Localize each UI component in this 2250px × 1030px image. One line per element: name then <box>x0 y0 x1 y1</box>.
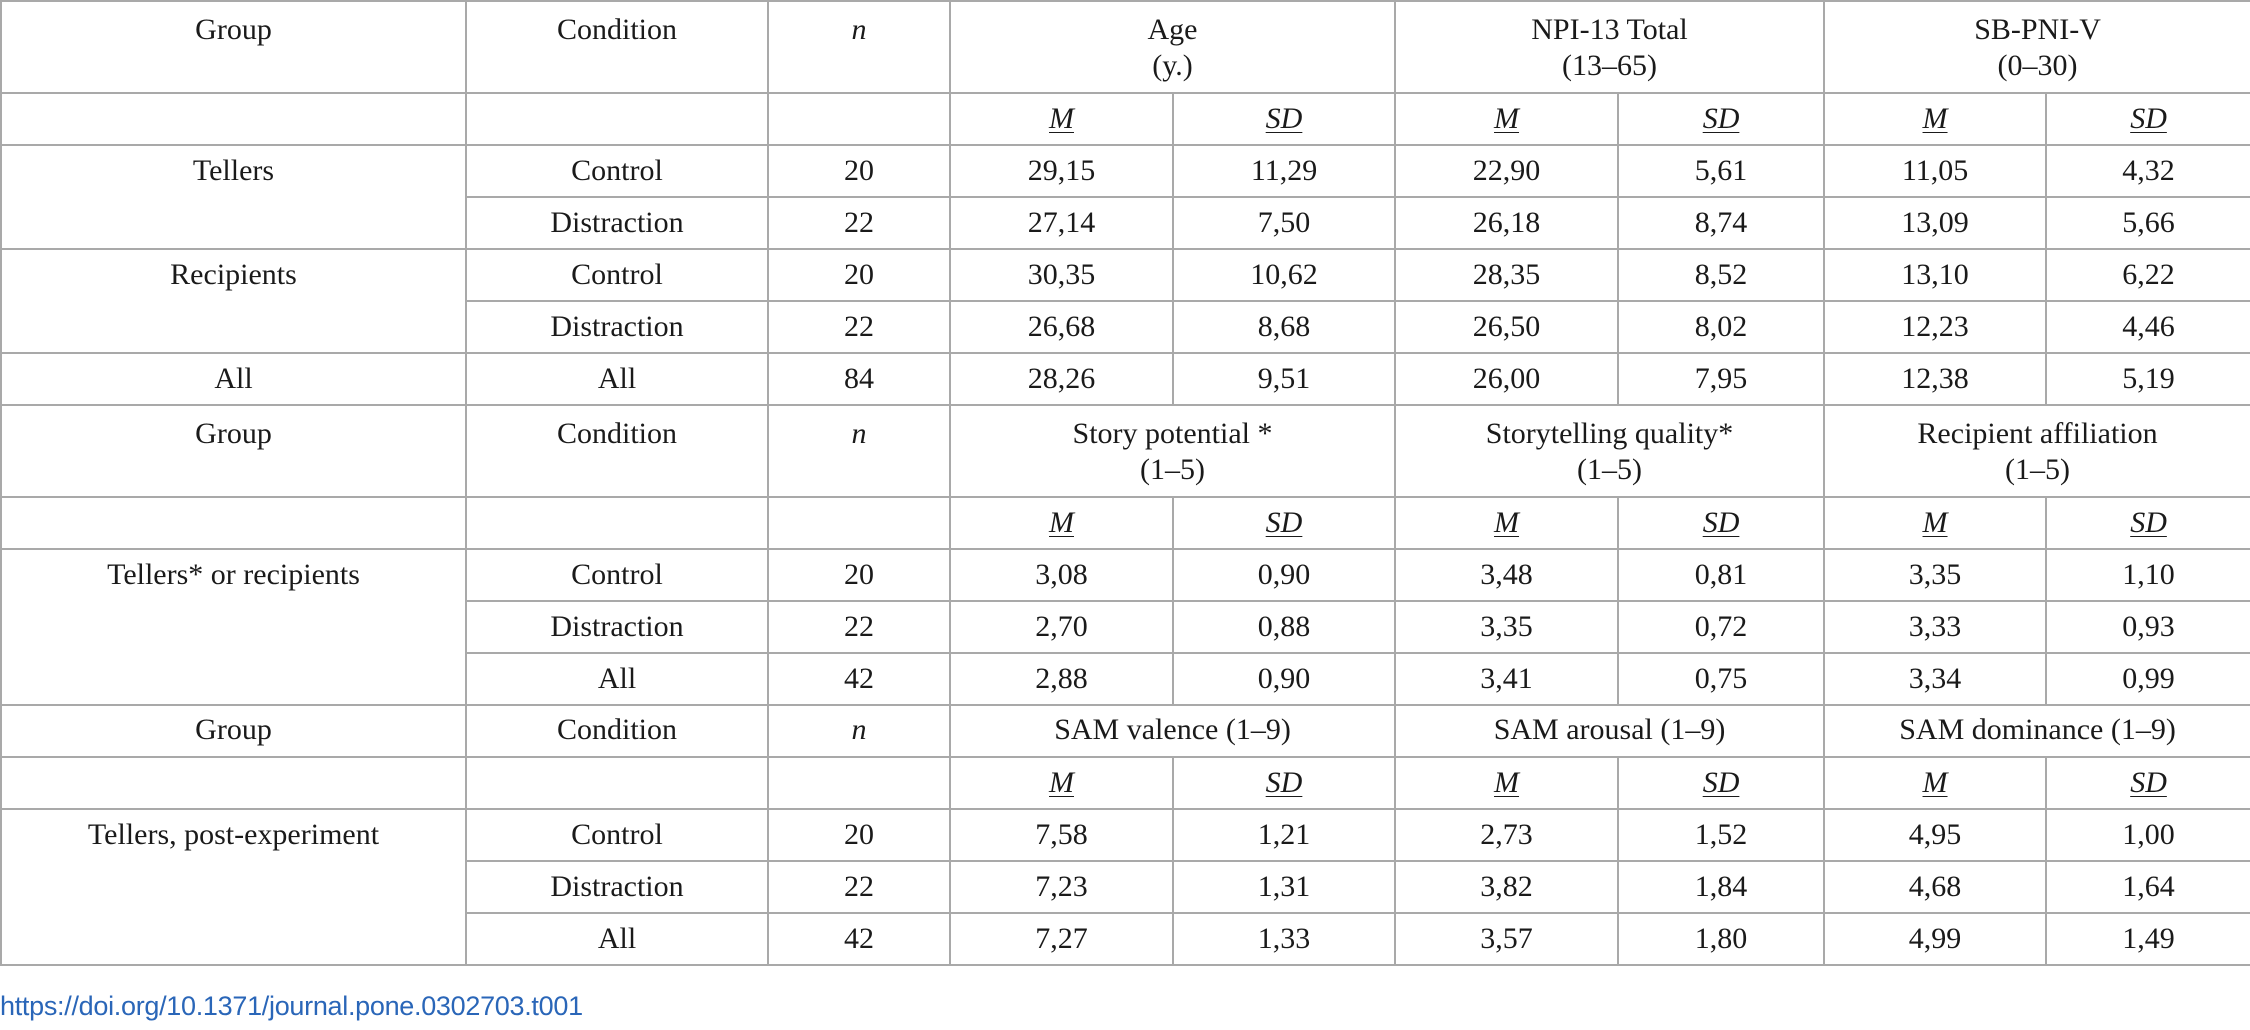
value-cell: 0,93 <box>2046 601 2250 653</box>
table-row <box>1 353 2250 405</box>
table-row <box>1 809 2250 861</box>
n-header: n <box>768 405 950 497</box>
value-cell: 3,82 <box>1395 861 1618 913</box>
value-cell: 5,61 <box>1618 145 1824 197</box>
mean-header <box>950 757 1173 809</box>
group-cell: Tellers, post-experiment <box>1 809 466 965</box>
measure-header <box>1824 405 2250 497</box>
condition-cell: All <box>466 653 768 705</box>
value-cell: 7,27 <box>950 913 1173 965</box>
value-cell: 1,84 <box>1618 861 1824 913</box>
group-label: Tellers* or recipients <box>107 558 360 591</box>
n-cell: 22 <box>768 301 950 353</box>
value-cell: 3,35 <box>1395 601 1618 653</box>
measure-header <box>1395 405 1824 497</box>
sd-header <box>1173 93 1395 145</box>
measure-range: (1–5) <box>1577 453 1643 486</box>
value-cell: 5,19 <box>2046 353 2250 405</box>
n-cell: 22 <box>768 197 950 249</box>
sd-header <box>1173 497 1395 549</box>
value-cell: 7,50 <box>1173 197 1395 249</box>
mean-label: M <box>1922 506 1948 539</box>
value-cell: 0,90 <box>1173 653 1395 705</box>
value-cell: 3,33 <box>1824 601 2046 653</box>
value-cell: 0,99 <box>2046 653 2250 705</box>
value-cell: 30,35 <box>950 249 1173 301</box>
value-cell: 8,68 <box>1173 301 1395 353</box>
section3-header-row <box>1 705 2250 757</box>
sd-header <box>2046 757 2250 809</box>
value-cell: 2,70 <box>950 601 1173 653</box>
mean-header <box>1395 497 1618 549</box>
empty-cell <box>1 93 466 145</box>
condition-header: Condition <box>466 1 768 93</box>
value-cell: 1,21 <box>1173 809 1395 861</box>
table-row <box>1 249 2250 301</box>
value-cell: 4,95 <box>1824 809 2046 861</box>
condition-cell: Control <box>466 809 768 861</box>
measure-header: SAM valence (1–9) <box>950 705 1395 757</box>
n-cell: 20 <box>768 145 950 197</box>
empty-cell <box>1 497 466 549</box>
value-cell: 4,99 <box>1824 913 2046 965</box>
value-cell: 9,51 <box>1173 353 1395 405</box>
sd-header <box>2046 93 2250 145</box>
condition-header: Condition <box>466 405 768 497</box>
condition-cell: All <box>466 913 768 965</box>
value-cell: 13,09 <box>1824 197 2046 249</box>
mean-label: M <box>1922 102 1948 135</box>
value-cell: 4,32 <box>2046 145 2250 197</box>
mean-label: M <box>1049 766 1074 799</box>
value-cell: 8,74 <box>1618 197 1824 249</box>
group-cell: All <box>1 353 466 405</box>
sd-label: SD <box>2130 766 2167 799</box>
value-cell: 26,00 <box>1395 353 1618 405</box>
value-cell: 3,35 <box>1824 549 2046 601</box>
sd-header <box>1618 93 1824 145</box>
empty-cell <box>466 757 768 809</box>
value-cell: 10,62 <box>1173 249 1395 301</box>
mean-label: M <box>1922 766 1948 799</box>
mean-label: M <box>1049 102 1074 135</box>
n-cell: 20 <box>768 809 950 861</box>
sd-header <box>1618 757 1824 809</box>
mean-header <box>1395 93 1618 145</box>
condition-cell: All <box>466 353 768 405</box>
n-cell: 20 <box>768 249 950 301</box>
group-header: Group <box>1 1 466 93</box>
sd-header <box>1618 497 1824 549</box>
empty-cell <box>1 757 466 809</box>
value-cell: 11,05 <box>1824 145 2046 197</box>
measure-header <box>1824 1 2250 93</box>
value-cell: 5,66 <box>2046 197 2250 249</box>
sd-label: SD <box>1265 506 1303 539</box>
value-cell: 3,48 <box>1395 549 1618 601</box>
table-row <box>1 145 2250 197</box>
value-cell: 1,10 <box>2046 549 2250 601</box>
value-cell: 3,41 <box>1395 653 1618 705</box>
group-header: Group <box>1 705 466 757</box>
measure-header <box>950 405 1395 497</box>
section1-header-row <box>1 1 2250 93</box>
section2-header-row <box>1 405 2250 497</box>
n-header: n <box>768 1 950 93</box>
value-cell: 27,14 <box>950 197 1173 249</box>
condition-cell: Distraction <box>466 197 768 249</box>
sd-label: SD <box>2130 506 2167 539</box>
mean-header <box>1395 757 1618 809</box>
value-cell: 1,31 <box>1173 861 1395 913</box>
value-cell: 28,35 <box>1395 249 1618 301</box>
sd-header <box>1173 757 1395 809</box>
measure-name: NPI-13 Total <box>1531 13 1688 46</box>
value-cell: 11,29 <box>1173 145 1395 197</box>
n-cell: 84 <box>768 353 950 405</box>
value-cell: 0,72 <box>1618 601 1824 653</box>
n-cell: 42 <box>768 653 950 705</box>
group-header: Group <box>1 405 466 497</box>
value-cell: 7,95 <box>1618 353 1824 405</box>
measure-range: (0–30) <box>1997 49 2078 82</box>
measure-range: (1–5) <box>1140 453 1205 486</box>
value-cell: 26,50 <box>1395 301 1618 353</box>
value-cell: 3,08 <box>950 549 1173 601</box>
group-cell: Tellers <box>1 145 466 249</box>
mean-header <box>950 93 1173 145</box>
measure-name: Recipient affiliation <box>1917 417 2158 450</box>
sd-header <box>2046 497 2250 549</box>
value-cell: 3,34 <box>1824 653 2046 705</box>
value-cell: 0,90 <box>1173 549 1395 601</box>
measure-name: Age <box>1147 13 1198 46</box>
n-cell: 22 <box>768 861 950 913</box>
value-cell: 0,75 <box>1618 653 1824 705</box>
mean-label: M <box>1494 506 1520 539</box>
value-cell: 26,18 <box>1395 197 1618 249</box>
empty-cell <box>466 93 768 145</box>
mean-label: M <box>1049 506 1074 539</box>
value-cell: 2,88 <box>950 653 1173 705</box>
condition-cell: Distraction <box>466 301 768 353</box>
value-cell: 29,15 <box>950 145 1173 197</box>
condition-cell: Control <box>466 549 768 601</box>
value-cell: 4,46 <box>2046 301 2250 353</box>
condition-cell: Control <box>466 145 768 197</box>
group-cell <box>1 549 466 705</box>
measure-header <box>950 1 1395 93</box>
condition-cell: Distraction <box>466 601 768 653</box>
value-cell: 1,49 <box>2046 913 2250 965</box>
measure-name: Storytelling quality* <box>1485 417 1734 450</box>
measure-header <box>1395 1 1824 93</box>
doi-link[interactable]: https://doi.org/10.1371/journal.pone.0302703.t001 <box>0 991 583 1021</box>
mean-header <box>1824 757 2046 809</box>
mean-label: M <box>1494 102 1520 135</box>
n-cell: 22 <box>768 601 950 653</box>
value-cell: 2,73 <box>1395 809 1618 861</box>
value-cell: 12,38 <box>1824 353 2046 405</box>
value-cell: 8,02 <box>1618 301 1824 353</box>
condition-cell: Distraction <box>466 861 768 913</box>
table-row <box>1 549 2250 601</box>
value-cell: 1,80 <box>1618 913 1824 965</box>
mean-label: M <box>1494 766 1520 799</box>
value-cell: 3,57 <box>1395 913 1618 965</box>
group-cell: Recipients <box>1 249 466 353</box>
sd-label: SD <box>2130 102 2167 135</box>
measure-range: (1–5) <box>2005 453 2071 486</box>
value-cell: 8,52 <box>1618 249 1824 301</box>
mean-header <box>1824 93 2046 145</box>
value-cell: 1,64 <box>2046 861 2250 913</box>
value-cell: 7,23 <box>950 861 1173 913</box>
measure-name: Story potential * <box>1072 417 1273 450</box>
sd-label: SD <box>1702 506 1740 539</box>
value-cell: 1,52 <box>1618 809 1824 861</box>
section3-subheader-row <box>1 757 2250 809</box>
mean-header <box>1824 497 2046 549</box>
section1-subheader-row <box>1 93 2250 145</box>
empty-cell <box>768 497 950 549</box>
sd-label: SD <box>1702 766 1740 799</box>
value-cell: 13,10 <box>1824 249 2046 301</box>
value-cell: 28,26 <box>950 353 1173 405</box>
condition-cell: Control <box>466 249 768 301</box>
measure-range: (13–65) <box>1562 49 1658 82</box>
empty-cell <box>768 757 950 809</box>
value-cell: 12,23 <box>1824 301 2046 353</box>
measure-range: (y.) <box>1152 49 1193 82</box>
value-cell: 1,33 <box>1173 913 1395 965</box>
sd-label: SD <box>1265 102 1303 135</box>
mean-header <box>950 497 1173 549</box>
measure-name: SB-PNI-V <box>1974 13 2101 46</box>
value-cell: 6,22 <box>2046 249 2250 301</box>
n-header: n <box>768 705 950 757</box>
value-cell: 0,88 <box>1173 601 1395 653</box>
empty-cell <box>466 497 768 549</box>
value-cell: 1,00 <box>2046 809 2250 861</box>
n-cell: 42 <box>768 913 950 965</box>
value-cell: 22,90 <box>1395 145 1618 197</box>
value-cell: 7,58 <box>950 809 1173 861</box>
sd-label: SD <box>1702 102 1740 135</box>
sd-label: SD <box>1265 766 1303 799</box>
value-cell: 0,81 <box>1618 549 1824 601</box>
measure-header: SAM arousal (1–9) <box>1395 705 1824 757</box>
section2-subheader-row <box>1 497 2250 549</box>
value-cell: 26,68 <box>950 301 1173 353</box>
measure-header: SAM dominance (1–9) <box>1824 705 2250 757</box>
value-cell: 4,68 <box>1824 861 2046 913</box>
empty-cell <box>768 93 950 145</box>
condition-header: Condition <box>466 705 768 757</box>
n-cell: 20 <box>768 549 950 601</box>
